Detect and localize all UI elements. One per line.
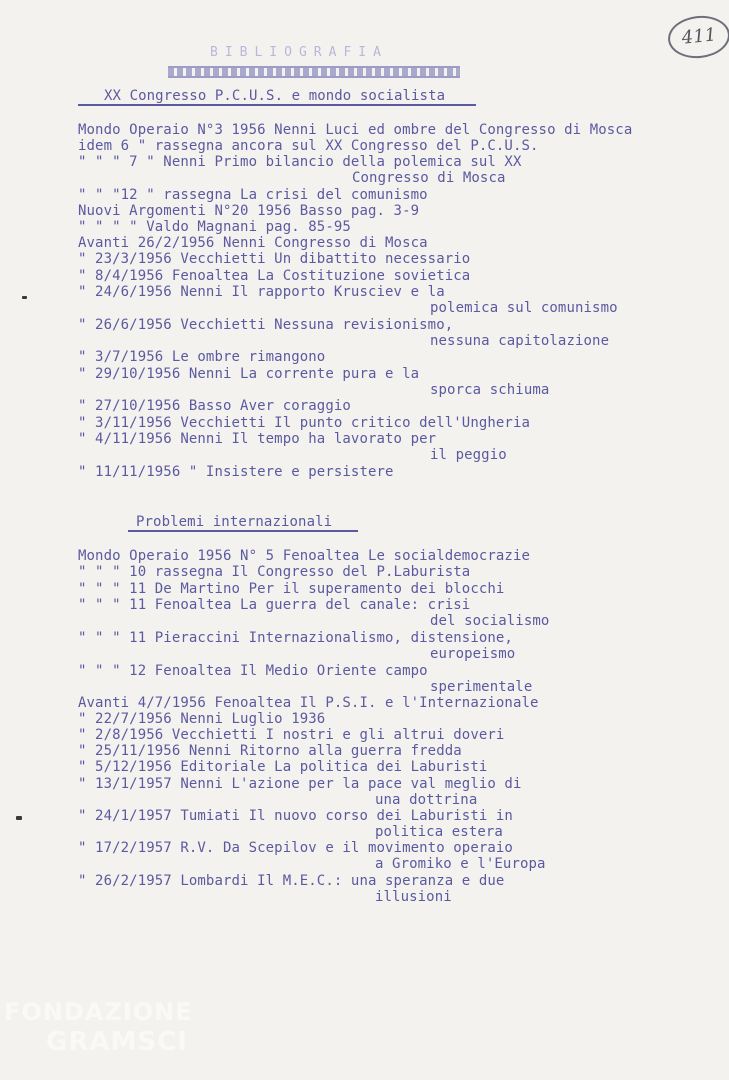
s1-line: " 3/7/1956 Le ombre rimangono: [78, 349, 326, 365]
s1-line: sporca schiuma: [430, 382, 550, 398]
s2-line: " 5/12/1956 Editoriale La politica dei Laburisti: [78, 759, 488, 775]
s2-line: a Gromiko e l'Europa: [375, 856, 546, 872]
s1-line: il peggio: [430, 447, 507, 463]
s2-line: " 2/8/1956 Vecchietti I nostri e gli altrui doveri: [78, 727, 505, 743]
s1-line: " 3/11/1956 Vecchietti Il punto critico dell'Ungheria: [78, 415, 531, 431]
s2-line: Avanti 4/7/1956 Fenoaltea Il P.S.I. e l'Internazionale: [78, 695, 539, 711]
s1-line: " 27/10/1956 Basso Aver coraggio: [78, 398, 351, 414]
watermark-line1: FONDAZIONE: [4, 998, 193, 1026]
s1-line: " 26/6/1956 Vecchietti Nessuna revisionismo,: [78, 317, 454, 333]
s2-line: illusioni: [375, 889, 452, 905]
s2-line: europeismo: [430, 646, 516, 662]
scan-mark: [22, 296, 27, 299]
s2-line: Mondo Operaio 1956 N° 5 Fenoaltea Le socialdemocrazie: [78, 548, 531, 564]
s1-line: nessuna capitolazione: [430, 333, 610, 349]
s1-line: Avanti 26/2/1956 Nenni Congresso di Mosca: [78, 235, 428, 251]
s1-line: " 4/11/1956 Nenni Il tempo ha lavorato per: [78, 431, 437, 447]
s1-line: " 29/10/1956 Nenni La corrente pura e la: [78, 366, 420, 382]
s2-line: " 22/7/1956 Nenni Luglio 1936: [78, 711, 326, 727]
section2-title-underline: [128, 530, 358, 532]
s2-line: " " " 10 rassegna Il Congresso del P.Laburista: [78, 564, 471, 580]
s2-line: " 26/2/1957 Lombardi Il M.E.C.: una speranza e due: [78, 873, 505, 889]
s2-line: " " " 12 Fenoaltea Il Medio Oriente campo: [78, 663, 428, 679]
section2-title: Problemi internazionali: [136, 514, 333, 530]
s2-line: " 17/2/1957 R.V. Da Scepilov e il movimento operaio: [78, 840, 513, 856]
s2-line: " " " 11 Fenoaltea La guerra del canale: crisi: [78, 597, 471, 613]
s2-line: " 25/11/1956 Nenni Ritorno alla guerra fredda: [78, 743, 462, 759]
section1-title: XX Congresso P.C.U.S. e mondo socialista: [104, 88, 446, 104]
s2-line: " 24/1/1957 Tumiati Il nuovo corso dei Laburisti in: [78, 808, 513, 824]
s1-line: " " " " Valdo Magnani pag. 85-95: [78, 219, 351, 235]
s1-line: " 24/6/1956 Nenni Il rapporto Krusciev e la: [78, 284, 445, 300]
s2-line: " " " 11 De Martino Per il superamento dei blocchi: [78, 581, 505, 597]
s1-line: " 23/3/1956 Vecchietti Un dibattito necessario: [78, 251, 471, 267]
s2-line: una dottrina: [375, 792, 478, 808]
s1-line: " 11/11/1956 " Insistere e persistere: [78, 464, 394, 480]
s1-line: Mondo Operaio N°3 1956 Nenni Luci ed ombre del Congresso di Mosca: [78, 122, 633, 138]
page-number: 411: [666, 13, 729, 61]
scan-mark: [16, 816, 22, 820]
heading-rule: [168, 66, 460, 78]
s2-line: " " " 11 Pieraccini Internazionalismo, distensione,: [78, 630, 513, 646]
s1-line: polemica sul comunismo: [430, 300, 618, 316]
s1-line: " " "12 " rassegna La crisi del comunismo: [78, 187, 428, 203]
s1-line: Congresso di Mosca: [352, 170, 506, 186]
s1-line: idem 6 " rassegna ancora sul XX Congresso del P.C.U.S.: [78, 138, 539, 154]
watermark-line2: GRAMSCI: [46, 1027, 188, 1057]
s2-line: del socialismo: [430, 613, 550, 629]
s1-line: " 8/4/1956 Fenoaltea La Costituzione sovietica: [78, 268, 471, 284]
section1-title-underline: [78, 104, 476, 106]
s2-line: sperimentale: [430, 679, 533, 695]
s1-line: Nuovi Argomenti N°20 1956 Basso pag. 3-9: [78, 203, 420, 219]
s2-line: politica estera: [375, 824, 503, 840]
s2-line: " 13/1/1957 Nenni L'azione per la pace val meglio di: [78, 776, 522, 792]
heading: BIBLIOGRAFIA: [210, 45, 388, 60]
s1-line: " " " 7 " Nenni Primo bilancio della polemica sul XX: [78, 154, 522, 170]
